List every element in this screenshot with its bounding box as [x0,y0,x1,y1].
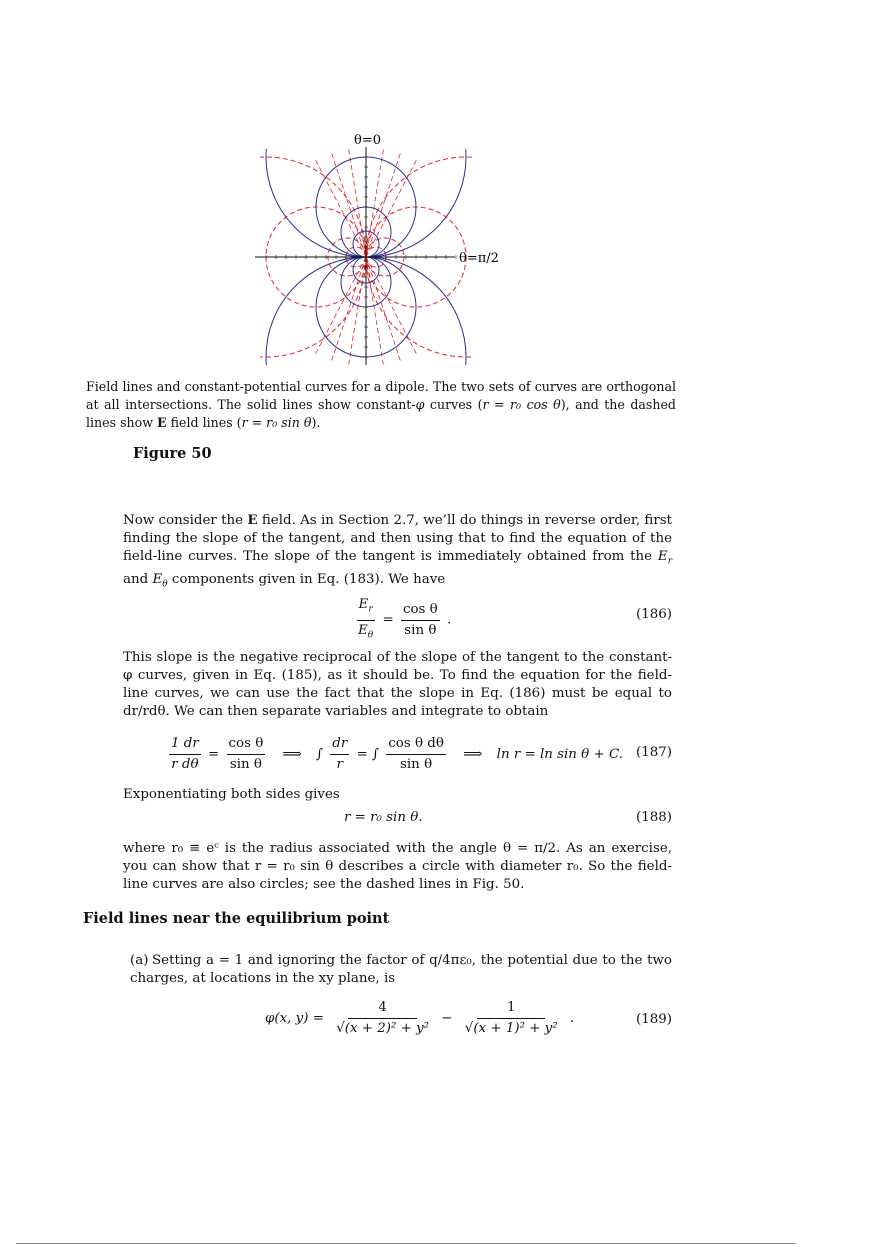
label-theta-half-pi: θ=π/2 [459,251,499,266]
paragraph-intro: Now consider the E field. As in Section 2.7, we’ll do things in reverse order, first finding the slope of the tangent, and then using that to find the equation of the field-line curves. The slope of the tangent is immediately obtained from the $E_r$ and $E_\theta$ components given in Eq. (183). We have [123,512,672,590]
dipole-plot [255,127,500,367]
equation-188: r = r₀ sin θ. [344,810,423,825]
page-bottom-rule [16,1243,796,1244]
label-theta-zero: θ=0 [354,133,381,148]
paragraph-exponentiating: Exponentiating both sides gives [123,787,340,802]
equation-189: φ(x, y) = $\frac{4}{\text{√(x + 2)² + y²}}$ − $\frac{1}{\text{√(x + 1)² + y²}}$ . [265,1000,575,1036]
section-heading: Field lines near the equilibrium point [83,910,390,927]
dashed-radial-line [331,153,366,257]
eq-number-189: (189) [635,1012,672,1027]
eq-number-186: (186) [635,607,672,622]
eq-number-187: (187) [635,745,672,760]
equation-187: $\frac{1 dr}{\text{r dθ}}$ = $\frac{\text{cos θ}}{\text{sin θ}}$ ⟹ ∫ $\frac{dr}{r}$ = ∫ $\frac{\text{cos θ dθ}}{\text{sin θ}}$ ⟹ ln r = ln sin θ + C. [171,736,623,772]
paragraph-slope: This slope is the negative reciprocal of the slope of the tangent to the constant-φ curves, given in Eq. (185), as it should be. To find the equation for the field-line curves, we can use the fact that the slope in Eq. (186) must be equal to dr/rdθ. We can then separate variables and integrate to obtain [123,650,672,719]
list-item-a: (a) Setting a = 1 and ignoring the factor of q/4πε₀, the potential due to the two charges, at locations in the xy plane, is [130,953,672,986]
paragraph-circle: where r₀ ≡ eᶜ is the radius associated with the angle θ = π/2. As an exercise, you can show that r = r₀ sin θ describes a circle with diameter r₀. So the field-line curves are also circles; see the dashed lines in Fig. 50. [123,841,672,892]
equation-186: $\frac{E_r}{E_\theta}$ = $\frac{\text{cos θ}}{\text{sin θ}}$ . [358,597,452,641]
dipole-figure [255,127,500,367]
figure-caption: Field lines and constant-potential curves for a dipole. The two sets of curves are orthogonal at all intersections. The solid lines show constant-φ curves (r = r₀ cos θ), and the dashed lines show E field lines (r = r₀ sin θ). [86,379,676,430]
axis-ticks [266,157,466,357]
figure-label: Figure 50 [133,445,212,462]
eq-number-188: (188) [635,810,672,825]
